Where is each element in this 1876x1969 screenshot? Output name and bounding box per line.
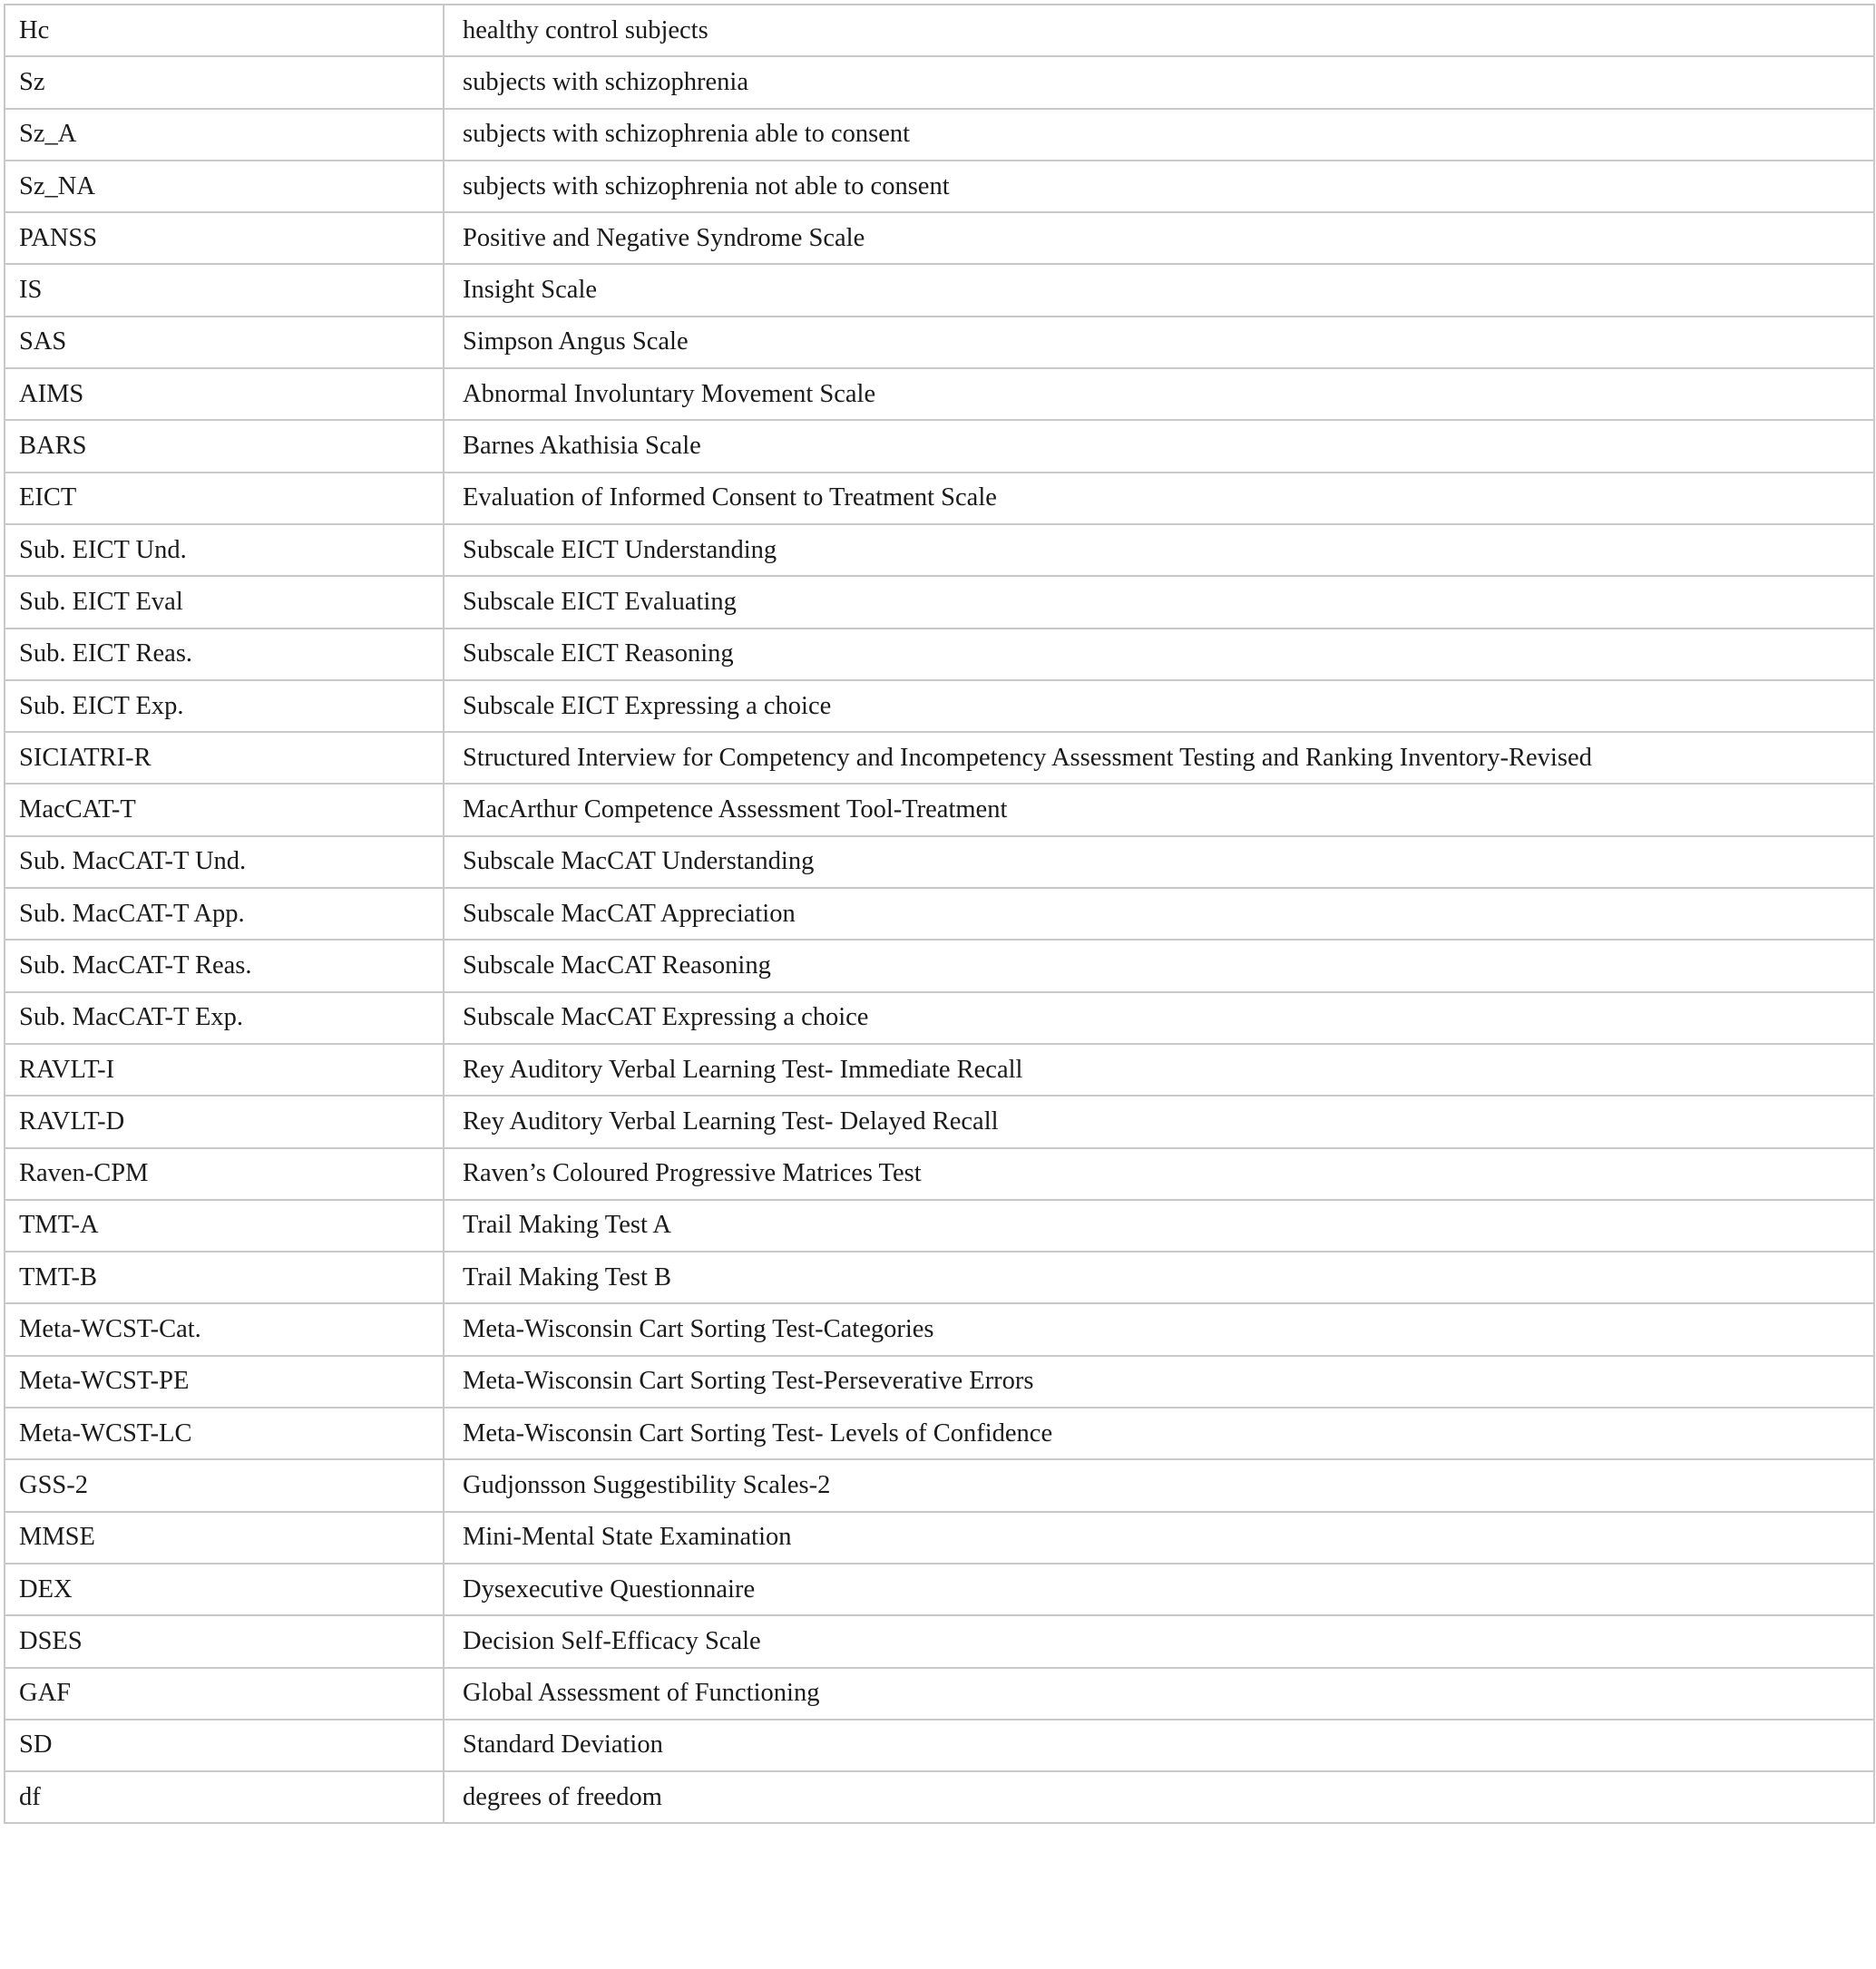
abbreviation-cell: IS — [5, 264, 444, 316]
abbreviation-cell: SAS — [5, 317, 444, 368]
definition-cell: Trail Making Test A — [444, 1200, 1874, 1252]
abbreviation-cell: Raven-CPM — [5, 1148, 444, 1200]
definition-cell: Rey Auditory Verbal Learning Test- Immediate Recall — [444, 1044, 1874, 1096]
table-row — [5, 836, 1874, 888]
definition-cell: Gudjonsson Suggestibility Scales-2 — [444, 1459, 1874, 1511]
definition-cell: Decision Self-Efficacy Scale — [444, 1615, 1874, 1667]
abbreviation-cell: BARS — [5, 420, 444, 472]
abbreviation-cell: Sub. MacCAT-T App. — [5, 888, 444, 940]
table-row — [5, 1252, 1874, 1303]
table-row — [5, 940, 1874, 991]
abbreviation-cell: Sz_NA — [5, 161, 444, 212]
definition-cell: healthy control subjects — [444, 5, 1874, 56]
definition-cell: Trail Making Test B — [444, 1252, 1874, 1303]
definition-cell: Meta-Wisconsin Cart Sorting Test- Levels of Confidence — [444, 1408, 1874, 1459]
abbreviation-cell: Sub. EICT Und. — [5, 524, 444, 576]
definition-cell: Rey Auditory Verbal Learning Test- Delayed Recall — [444, 1096, 1874, 1147]
definition-cell: Meta-Wisconsin Cart Sorting Test-Categories — [444, 1303, 1874, 1355]
definition-cell: Insight Scale — [444, 264, 1874, 316]
table-row — [5, 5, 1874, 56]
abbreviation-cell: Meta-WCST-LC — [5, 1408, 444, 1459]
table-row — [5, 1720, 1874, 1771]
definition-cell: Structured Interview for Competency and Incompetency Assessment Testing and Ranking Inventory-Revised — [444, 732, 1874, 784]
abbreviation-cell: RAVLT-D — [5, 1096, 444, 1147]
definition-cell: Barnes Akathisia Scale — [444, 420, 1874, 472]
abbreviation-cell: Sub. EICT Exp. — [5, 680, 444, 732]
definition-cell: Simpson Angus Scale — [444, 317, 1874, 368]
definition-cell: degrees of freedom — [444, 1771, 1874, 1823]
definition-cell: Subscale EICT Expressing a choice — [444, 680, 1874, 732]
abbreviation-cell: Sub. EICT Reas. — [5, 629, 444, 680]
abbreviation-cell: GSS-2 — [5, 1459, 444, 1511]
definition-cell: Subscale EICT Reasoning — [444, 629, 1874, 680]
table-row — [5, 109, 1874, 161]
definition-cell: Subscale MacCAT Understanding — [444, 836, 1874, 888]
abbreviation-cell: GAF — [5, 1668, 444, 1720]
definition-cell: Evaluation of Informed Consent to Treatment Scale — [444, 473, 1874, 524]
abbreviation-cell: TMT-B — [5, 1252, 444, 1303]
definition-cell: Positive and Negative Syndrome Scale — [444, 212, 1874, 264]
table-row — [5, 264, 1874, 316]
abbreviation-cell: TMT-A — [5, 1200, 444, 1252]
abbreviation-cell: EICT — [5, 473, 444, 524]
table-row — [5, 1564, 1874, 1615]
table-row — [5, 212, 1874, 264]
table-row — [5, 629, 1874, 680]
definition-cell: Dysexecutive Questionnaire — [444, 1564, 1874, 1615]
abbreviation-cell: AIMS — [5, 368, 444, 420]
abbreviation-cell: Meta-WCST-PE — [5, 1356, 444, 1408]
abbreviation-cell: SICIATRI-R — [5, 732, 444, 784]
definition-cell: subjects with schizophrenia not able to consent — [444, 161, 1874, 212]
abbreviation-cell: RAVLT-I — [5, 1044, 444, 1096]
table-row — [5, 1771, 1874, 1823]
table-row — [5, 420, 1874, 472]
abbreviation-cell: Hc — [5, 5, 444, 56]
table-row — [5, 1303, 1874, 1355]
definition-cell: subjects with schizophrenia — [444, 56, 1874, 108]
abbreviation-cell: Sub. MacCAT-T Exp. — [5, 992, 444, 1044]
definition-cell: Subscale MacCAT Reasoning — [444, 940, 1874, 991]
definition-cell: Subscale EICT Evaluating — [444, 576, 1874, 628]
table-row — [5, 1408, 1874, 1459]
table-row — [5, 1459, 1874, 1511]
abbreviation-cell: DEX — [5, 1564, 444, 1615]
table-row — [5, 368, 1874, 420]
abbreviation-cell: Meta-WCST-Cat. — [5, 1303, 444, 1355]
table-row — [5, 1200, 1874, 1252]
definition-cell: Abnormal Involuntary Movement Scale — [444, 368, 1874, 420]
table-row — [5, 56, 1874, 108]
definition-cell: Raven’s Coloured Progressive Matrices Test — [444, 1148, 1874, 1200]
definition-cell: MacArthur Competence Assessment Tool-Treatment — [444, 784, 1874, 835]
definition-cell: Subscale EICT Understanding — [444, 524, 1874, 576]
table-row — [5, 888, 1874, 940]
table-row — [5, 317, 1874, 368]
definition-cell: subjects with schizophrenia able to consent — [444, 109, 1874, 161]
table-row — [5, 161, 1874, 212]
table-row — [5, 473, 1874, 524]
definition-cell: Subscale MacCAT Expressing a choice — [444, 992, 1874, 1044]
definition-cell: Global Assessment of Functioning — [444, 1668, 1874, 1720]
table-row — [5, 1615, 1874, 1667]
definition-cell: Standard Deviation — [444, 1720, 1874, 1771]
abbreviation-cell: MacCAT-T — [5, 784, 444, 835]
abbreviation-cell: DSES — [5, 1615, 444, 1667]
abbreviations-table — [4, 4, 1875, 1824]
table-row — [5, 784, 1874, 835]
abbreviation-cell: df — [5, 1771, 444, 1823]
definition-cell: Subscale MacCAT Appreciation — [444, 888, 1874, 940]
table-row — [5, 680, 1874, 732]
abbreviation-cell: SD — [5, 1720, 444, 1771]
table-row — [5, 576, 1874, 628]
definition-cell: Mini-Mental State Examination — [444, 1512, 1874, 1564]
abbreviation-cell: Sub. MacCAT-T Reas. — [5, 940, 444, 991]
table-row — [5, 524, 1874, 576]
abbreviations-table-body — [5, 5, 1874, 1823]
abbreviation-cell: Sz_A — [5, 109, 444, 161]
table-row — [5, 732, 1874, 784]
table-row — [5, 1044, 1874, 1096]
table-row — [5, 1668, 1874, 1720]
abbreviation-cell: PANSS — [5, 212, 444, 264]
table-row — [5, 1356, 1874, 1408]
table-row — [5, 1096, 1874, 1147]
abbreviation-cell: Sub. MacCAT-T Und. — [5, 836, 444, 888]
table-row — [5, 992, 1874, 1044]
definition-cell: Meta-Wisconsin Cart Sorting Test-Perseverative Errors — [444, 1356, 1874, 1408]
table-row — [5, 1512, 1874, 1564]
abbreviation-cell: Sz — [5, 56, 444, 108]
abbreviation-cell: Sub. EICT Eval — [5, 576, 444, 628]
abbreviation-cell: MMSE — [5, 1512, 444, 1564]
table-row — [5, 1148, 1874, 1200]
